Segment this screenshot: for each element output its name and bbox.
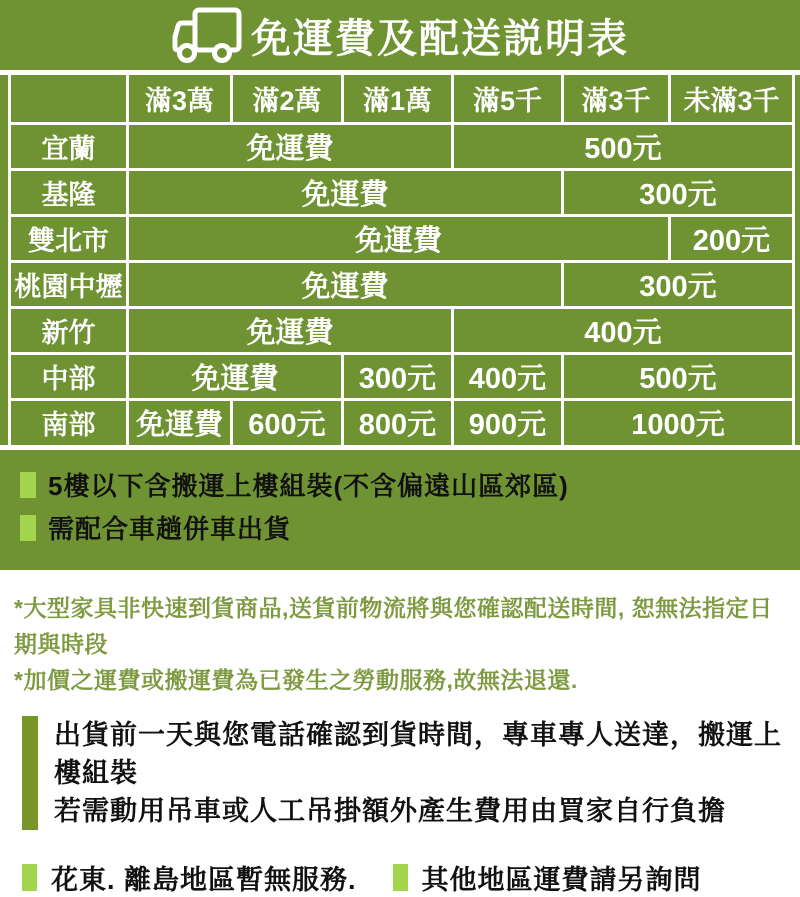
region-notes: [22, 858, 800, 897]
fee-cell: 400元: [453, 307, 794, 353]
fee-cell: 免運費: [128, 399, 232, 445]
column-header-30k: 滿3萬: [128, 75, 232, 123]
fee-cell: 300元: [343, 353, 453, 399]
header: [0, 0, 800, 70]
delivery-truck-icon: [171, 6, 243, 64]
footnote-text: 需配合車趟併車出貨: [48, 514, 292, 544]
column-header-empty: [10, 75, 128, 123]
fee-cell: 免運費: [128, 261, 563, 307]
fee-cell: 免運費: [128, 353, 343, 399]
footnote-item: [20, 466, 800, 503]
square-bullet-icon: [393, 864, 408, 891]
region-note-text: 花東. 離島地區暫無服務.: [51, 865, 357, 895]
table-row: [10, 215, 794, 261]
asterisk-note-line: *加價之運費或搬運費為已發生之勞動服務,故無法退還.: [14, 667, 578, 693]
column-header-20k: 滿2萬: [232, 75, 343, 123]
fee-cell: 免運費: [128, 215, 670, 261]
square-bullet-icon: [20, 515, 36, 541]
asterisk-notes: [14, 590, 786, 698]
table-row: [10, 353, 794, 399]
fee-cell: 免運費: [128, 307, 453, 353]
delivery-note-text: [54, 716, 800, 830]
table-row: [10, 169, 794, 215]
fee-cell: 300元: [563, 169, 794, 215]
delivery-confirmation-note: [22, 716, 800, 830]
table-row: [10, 123, 794, 169]
fee-cell: 500元: [453, 123, 794, 169]
table-row: [10, 399, 794, 445]
disclaimer-section: [0, 590, 800, 895]
fee-cell: 300元: [563, 261, 794, 307]
row-label-south: 南部: [10, 399, 128, 445]
fee-cell: 600元: [232, 399, 343, 445]
square-bullet-icon: [20, 472, 36, 498]
shipping-fee-table: [8, 75, 795, 445]
row-label-central: 中部: [10, 353, 128, 399]
fee-cell: 900元: [453, 399, 563, 445]
column-header-under-3k: 未滿3千: [670, 75, 794, 123]
row-label-keelung: 基隆: [10, 169, 128, 215]
row-label-yilan: 宜蘭: [10, 123, 128, 169]
fee-cell: 800元: [343, 399, 453, 445]
fee-cell: 免運費: [128, 169, 563, 215]
table-header-row: [10, 75, 794, 123]
page-title: 免運費及配送説明表: [251, 16, 629, 61]
asterisk-note-line: *大型家具非快速到貨商品,送貨前物流將與您確認配送時間, 恕無法指定日期與時段: [14, 595, 773, 657]
row-label-hsinchu: 新竹: [10, 307, 128, 353]
delivery-note-line2: 若需動用吊車或人工吊掛額外產生費用由買家自行負擔: [54, 796, 726, 826]
delivery-note-line1: 出貨前一天與您電話確認到貨時間，專車專人送達，搬運上樓組裝: [54, 720, 782, 788]
row-label-taoyuan: 桃園中壢: [10, 261, 128, 307]
column-header-3k: 滿3千: [563, 75, 670, 123]
fee-cell: 200元: [670, 215, 794, 261]
fee-cell: 500元: [563, 353, 794, 399]
region-note-text: 其他地區運費請另詢問: [421, 865, 702, 895]
fee-cell: 1000元: [563, 399, 794, 445]
footnote-item: [20, 509, 800, 546]
fee-cell: 400元: [453, 353, 563, 399]
fee-cell: 免運費: [128, 123, 453, 169]
footnote-text: 5樓以下含搬運上樓組裝(不含偏遠山區郊區): [48, 471, 569, 501]
column-header-10k: 滿1萬: [343, 75, 453, 123]
table-footnotes: [0, 450, 800, 570]
square-bullet-icon: [22, 864, 37, 891]
column-header-5k: 滿5千: [453, 75, 563, 123]
table-row: [10, 307, 794, 353]
row-label-taipei: 雙北市: [10, 215, 128, 261]
table-row: [10, 261, 794, 307]
vertical-bar-icon: [22, 716, 38, 830]
